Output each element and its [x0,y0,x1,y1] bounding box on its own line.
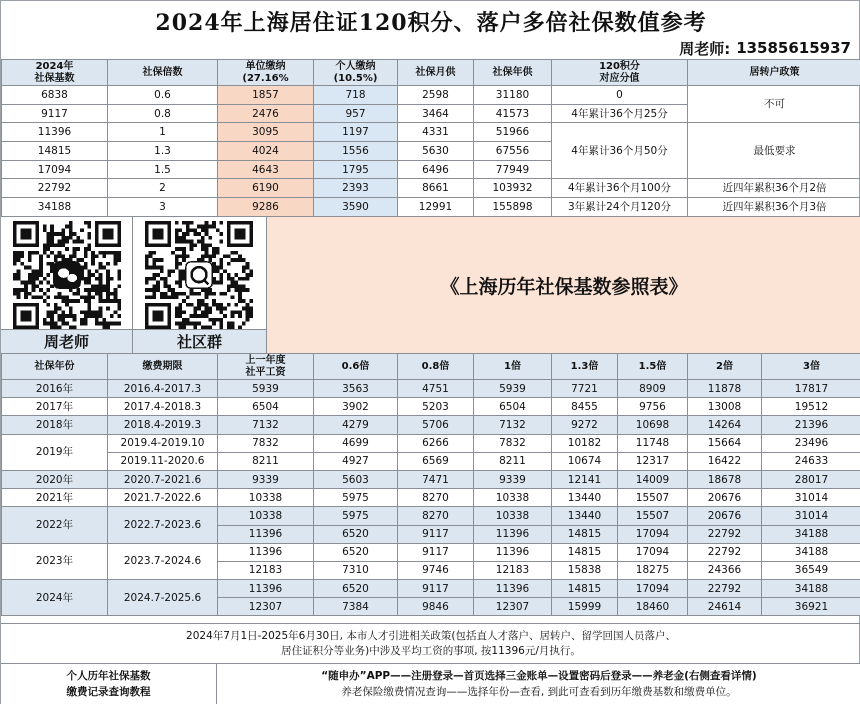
cell-m06: 5975 [314,489,398,507]
cell-avg: 10338 [218,489,314,507]
cell-m08: 9746 [398,561,474,579]
table-row [2,380,860,398]
cell-avg: 11396 [218,525,314,543]
cell-m06: 3902 [314,398,398,416]
policy-notice [1,623,860,663]
cell-avg: 11396 [218,580,314,598]
cell-score: 4年累计36个月50分 [552,123,688,179]
qr-section [1,217,860,353]
header-year: 社保年份 [2,354,108,380]
cell-m06: 6520 [314,543,398,561]
footer-right-line-2: 养老保险缴费情况查询——选择年份—查看, 到此可查看到历年缴费基数和缴费单位。 [341,686,737,698]
cell-monthly: 2598 [398,86,474,105]
cell-monthly: 12991 [398,198,474,217]
cell-m08: 9117 [398,525,474,543]
table-row [2,398,860,416]
cell-m1: 7132 [474,416,552,434]
cell-m15: 17094 [618,543,688,561]
cell-yearly: 155898 [474,198,552,217]
qr-label-community: 社区群 [133,329,266,353]
cell-year: 2022年 [2,507,108,543]
table-row [2,179,860,198]
table-row [2,434,860,452]
cell-m1: 9339 [474,470,552,488]
table-row [2,507,860,525]
cell-m06: 3563 [314,380,398,398]
cell-period: 2024.7-2025.6 [108,580,218,616]
cell-base: 22792 [2,179,108,198]
cell-m06: 7310 [314,561,398,579]
notice-line-2: 居住证积分等业务)中涉及平均工资的事项, 按11396元/月执行。 [281,644,581,657]
cell-period: 2020.7-2021.6 [108,470,218,488]
header-period: 缴费期限 [108,354,218,380]
cell-year: 2024年 [2,580,108,616]
cell-personal: 718 [314,86,398,105]
cell-m06: 4279 [314,416,398,434]
cell-m08: 5203 [398,398,474,416]
cell-m13: 14815 [552,580,618,598]
cell-m15: 15507 [618,507,688,525]
cell-unit: 1857 [218,86,314,105]
cell-m15: 18275 [618,561,688,579]
cell-multiple: 2 [108,179,218,198]
cell-m3: 28017 [762,470,860,488]
cell-m3: 34188 [762,525,860,543]
cell-personal: 1197 [314,123,398,142]
cell-unit: 4643 [218,160,314,179]
page-title: 2024年上海居住证120积分、落户多倍社保数值参考 [155,9,707,36]
footer-left-line-1: 个人历年社保基数 [66,670,151,683]
cell-policy: 近四年累积36个月3倍 [688,198,860,217]
cell-year: 2016年 [2,380,108,398]
cell-base: 17094 [2,160,108,179]
header-personal: 个人缴纳 (10.5%) [314,60,398,86]
cell-year: 2020年 [2,470,108,488]
cell-m3: 24633 [762,452,860,470]
cell-m2: 13008 [688,398,762,416]
cell-m08: 9117 [398,543,474,561]
cell-m13: 12141 [552,470,618,488]
footer-left-line-2: 缴费记录查询教程 [66,686,151,698]
cell-year: 2017年 [2,398,108,416]
table-row [2,198,860,217]
chat-bubble-icon [186,262,212,288]
cell-avg: 5939 [218,380,314,398]
cell-m13: 10674 [552,452,618,470]
header-2x: 2倍 [688,354,762,380]
cell-multiple: 1.3 [108,142,218,161]
cell-year: 2021年 [2,489,108,507]
cell-avg: 7132 [218,416,314,434]
cell-m1: 5939 [474,380,552,398]
cell-avg: 10338 [218,507,314,525]
cell-m1: 6504 [474,398,552,416]
cell-m3: 36921 [762,598,860,616]
cell-m08: 8270 [398,507,474,525]
qr-box-teacher [1,217,133,353]
cell-score: 0 [552,86,688,105]
cell-m06: 4927 [314,452,398,470]
cell-m2: 22792 [688,543,762,561]
cell-personal: 1556 [314,142,398,161]
header-1.5x: 1.5倍 [618,354,688,380]
cell-m3: 31014 [762,507,860,525]
cell-m1: 12307 [474,598,552,616]
cell-m2: 14264 [688,416,762,434]
cell-policy: 不可 [688,86,860,123]
cell-m08: 5706 [398,416,474,434]
header-yearly: 社保年供 [474,60,552,86]
cell-year: 2019年 [2,434,108,470]
cell-m13: 9272 [552,416,618,434]
cell-m1: 11396 [474,580,552,598]
cell-m2: 11878 [688,380,762,398]
cell-multiple: 1.5 [108,160,218,179]
author-label: 周老师: [679,39,731,58]
author-phone: 13585615937 [736,39,851,57]
cell-monthly: 6496 [398,160,474,179]
history-base-table [1,353,860,616]
header-3x: 3倍 [762,354,860,380]
cell-m08: 9117 [398,580,474,598]
cell-yearly: 51966 [474,123,552,142]
cell-unit: 3095 [218,123,314,142]
header-monthly: 社保月供 [398,60,474,86]
cell-yearly: 41573 [474,104,552,123]
cell-m1: 11396 [474,525,552,543]
cell-m08: 4751 [398,380,474,398]
footer-right-line-1: “随申办”APP——注册登录—首页选择三金账单—设置密码后登录——养老金(右侧查看详情) [321,670,757,683]
cell-m1: 7832 [474,434,552,452]
cell-avg: 6504 [218,398,314,416]
cell-base: 14815 [2,142,108,161]
cell-multiple: 1 [108,123,218,142]
cell-monthly: 8661 [398,179,474,198]
cell-base: 34188 [2,198,108,217]
cell-m06: 6520 [314,580,398,598]
cell-yearly: 67556 [474,142,552,161]
cell-personal: 3590 [314,198,398,217]
cell-m3: 34188 [762,580,860,598]
cell-unit: 2476 [218,104,314,123]
cell-m06: 5603 [314,470,398,488]
qr-box-community [133,217,267,353]
cell-period: 2022.7-2023.6 [108,507,218,543]
cell-period: 2016.4-2017.3 [108,380,218,398]
cell-base: 11396 [2,123,108,142]
multiple-reference-table [1,59,860,217]
cell-avg: 12307 [218,598,314,616]
cell-m08: 8270 [398,489,474,507]
cell-personal: 957 [314,104,398,123]
cell-m15: 15507 [618,489,688,507]
cell-m15: 10698 [618,416,688,434]
cell-m13: 10182 [552,434,618,452]
cell-score: 4年累计36个月100分 [552,179,688,198]
cell-m1: 10338 [474,507,552,525]
cell-m3: 21396 [762,416,860,434]
cell-avg: 11396 [218,543,314,561]
cell-monthly: 4331 [398,123,474,142]
cell-year: 2018年 [2,416,108,434]
cell-m1: 12183 [474,561,552,579]
cell-yearly: 31180 [474,86,552,105]
cell-unit: 9286 [218,198,314,217]
cell-m15: 17094 [618,580,688,598]
header-1x: 1倍 [474,354,552,380]
cell-multiple: 0.6 [108,86,218,105]
header-multiple: 社保倍数 [108,60,218,86]
cell-m2: 20676 [688,489,762,507]
table-row [2,123,860,142]
cell-yearly: 77949 [474,160,552,179]
cell-policy: 最低要求 [688,123,860,179]
cell-m15: 18460 [618,598,688,616]
notice-line-1: 2024年7月1日-2025年6月30日, 本市人才引进相关政策(包括直人才落户、居转户、留学回国人员落户、 [186,629,676,642]
cell-multiple: 3 [108,198,218,217]
cell-m2: 15664 [688,434,762,452]
cell-multiple: 0.8 [108,104,218,123]
cell-yearly: 103932 [474,179,552,198]
cell-personal: 2393 [314,179,398,198]
table-row [2,470,860,488]
cell-avg: 9339 [218,470,314,488]
header-avg-wage: 上一年度 社平工资 [218,354,314,380]
cell-m3: 36549 [762,561,860,579]
cell-avg: 8211 [218,452,314,470]
cell-base: 6838 [2,86,108,105]
cell-m08: 6569 [398,452,474,470]
cell-m06: 5975 [314,507,398,525]
table-row [2,543,860,561]
cell-m15: 12317 [618,452,688,470]
cell-m13: 14815 [552,525,618,543]
cell-m2: 16422 [688,452,762,470]
cell-period: 2018.4-2019.3 [108,416,218,434]
table-row [2,416,860,434]
wechat-icon [54,262,80,288]
cell-period: 2019.4-2019.10 [108,434,218,452]
cell-m15: 14009 [618,470,688,488]
cell-m06: 6520 [314,525,398,543]
cell-m13: 15838 [552,561,618,579]
cell-year: 2023年 [2,543,108,579]
cell-m2: 24614 [688,598,762,616]
cell-period: 2019.11-2020.6 [108,452,218,470]
cell-m13: 14815 [552,543,618,561]
reference-table-title: 《上海历年社保基数参照表》 [267,217,860,353]
table-row [2,452,860,470]
cell-m2: 20676 [688,507,762,525]
cell-avg: 7832 [218,434,314,452]
cell-m1: 8211 [474,452,552,470]
cell-m15: 9756 [618,398,688,416]
cell-m06: 4699 [314,434,398,452]
cell-m1: 11396 [474,543,552,561]
cell-m3: 19512 [762,398,860,416]
qr-code-teacher[interactable] [9,221,125,329]
table-row [2,489,860,507]
cell-m08: 6266 [398,434,474,452]
cell-avg: 12183 [218,561,314,579]
cell-unit: 4024 [218,142,314,161]
cell-m3: 23496 [762,434,860,452]
table2-header-row [2,354,860,380]
cell-m08: 7471 [398,470,474,488]
cell-m2: 18678 [688,470,762,488]
cell-score: 3年累计24个月120分 [552,198,688,217]
cell-m13: 15999 [552,598,618,616]
table1-header-row [2,60,860,86]
table-row [2,86,860,105]
header-unit: 单位缴纳 (27.16% [218,60,314,86]
cell-m2: 22792 [688,580,762,598]
cell-m13: 13440 [552,489,618,507]
cell-period: 2021.7-2022.6 [108,489,218,507]
header-policy: 居转户政策 [688,60,860,86]
cell-m3: 31014 [762,489,860,507]
author-contact [679,37,851,59]
footer-left [1,664,217,704]
cell-m13: 7721 [552,380,618,398]
table-row [2,580,860,598]
header-score: 120积分 对应分值 [552,60,688,86]
header-0.6x: 0.6倍 [314,354,398,380]
cell-period: 2023.7-2024.6 [108,543,218,579]
cell-base: 9117 [2,104,108,123]
cell-m15: 8909 [618,380,688,398]
header-base: 2024年 社保基数 [2,60,108,86]
cell-m08: 9846 [398,598,474,616]
cell-m13: 8455 [552,398,618,416]
footer [1,663,860,704]
cell-m3: 34188 [762,543,860,561]
qr-code-community[interactable] [141,221,257,329]
cell-monthly: 5630 [398,142,474,161]
cell-monthly: 3464 [398,104,474,123]
footer-right [217,664,860,704]
cell-m15: 11748 [618,434,688,452]
header-1.3x: 1.3倍 [552,354,618,380]
cell-m06: 7384 [314,598,398,616]
cell-personal: 1795 [314,160,398,179]
cell-m2: 24366 [688,561,762,579]
cell-score: 4年累计36个月25分 [552,104,688,123]
header-0.8x: 0.8倍 [398,354,474,380]
cell-m15: 17094 [618,525,688,543]
cell-unit: 6190 [218,179,314,198]
cell-m13: 13440 [552,507,618,525]
cell-period: 2017.4-2018.3 [108,398,218,416]
qr-label-teacher: 周老师 [1,329,132,353]
cell-m2: 22792 [688,525,762,543]
cell-policy: 近四年累积36个月2倍 [688,179,860,198]
cell-m1: 10338 [474,489,552,507]
cell-m3: 17817 [762,380,860,398]
